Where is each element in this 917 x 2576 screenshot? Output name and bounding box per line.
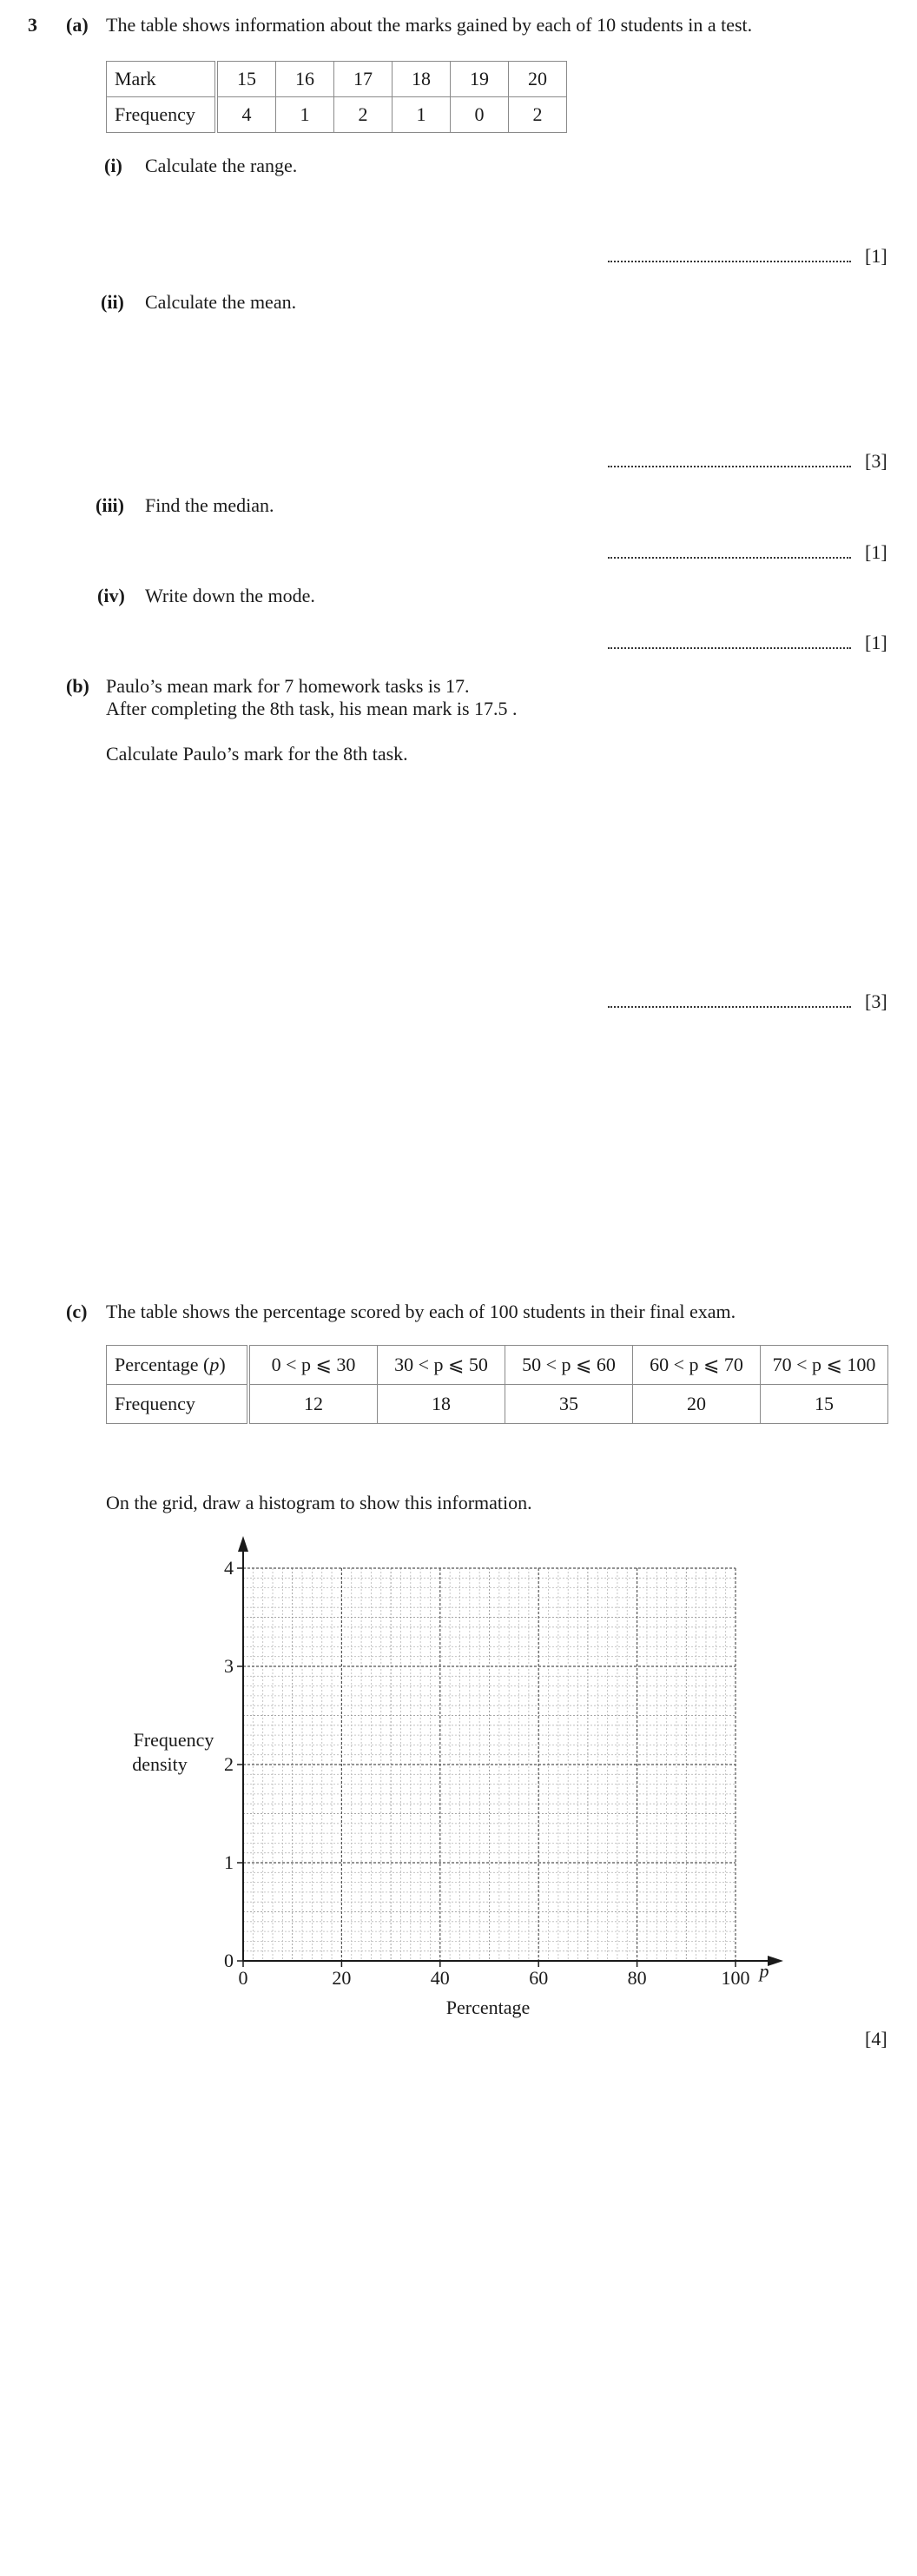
answer-line-iv[interactable]: [608, 647, 851, 649]
table-cell: 15: [216, 62, 276, 97]
x-axis-symbol: p: [759, 1960, 769, 1982]
table-cell: 30 < p ⩽ 50: [378, 1346, 505, 1385]
x-tick-label: 100: [721, 1967, 750, 1989]
part-b-line1: Paulo’s mean mark for 7 homework tasks is 17.: [106, 675, 470, 697]
y-axis-label: Frequency: [133, 1729, 214, 1751]
frequency-row: [107, 97, 567, 133]
y-tick-label: 1: [224, 1851, 234, 1873]
part-b-line2: After completing the 8th task, his mean mark is 17.5 .: [106, 698, 518, 719]
part-iii-text: Find the median.: [145, 494, 274, 516]
table-head-mark: Mark: [107, 62, 217, 97]
table-cell: 20: [509, 62, 567, 97]
part-a-label: (a): [66, 14, 89, 36]
answer-line-ii[interactable]: [608, 466, 851, 467]
table-cell: 50 < p ⩽ 60: [505, 1346, 633, 1385]
histogram-grid[interactable]: [0, 1529, 917, 2033]
table-cell: 2: [334, 97, 393, 133]
table-cell: 1: [393, 97, 451, 133]
marks-i: [1]: [865, 245, 887, 267]
table-cell: 35: [505, 1385, 633, 1424]
table-cell: 4: [216, 97, 276, 133]
table-cell: 20: [633, 1385, 761, 1424]
marks-row: [107, 62, 567, 97]
frequency-row: [107, 1385, 888, 1424]
answer-line-iii[interactable]: [608, 557, 851, 559]
part-iv-label: (iv): [97, 585, 125, 606]
percentage-row: [107, 1346, 888, 1385]
table-cell: 0 < p ⩽ 30: [248, 1346, 378, 1385]
table-cell: 18: [393, 62, 451, 97]
x-axis-label: Percentage: [445, 1997, 531, 2018]
table-cell: 70 < p ⩽ 100: [761, 1346, 888, 1385]
percentage-table: [106, 1345, 888, 1424]
marks-b: [3]: [865, 990, 887, 1012]
table-cell: 19: [451, 62, 509, 97]
part-b-label: (b): [66, 675, 89, 697]
table-cell: 0: [451, 97, 509, 133]
part-ii-text: Calculate the mean.: [145, 291, 297, 313]
y-axis-label-line2: density: [132, 1753, 188, 1775]
marks-ii: [3]: [865, 450, 887, 472]
part-c-label: (c): [66, 1301, 88, 1322]
x-tick-label: 60: [529, 1967, 549, 1989]
y-axis-arrow-icon: [238, 1536, 248, 1552]
marks-c: [4]: [865, 2028, 887, 2050]
table-head-frequency: Frequency: [107, 97, 217, 133]
part-c-intro: The table shows the percentage scored by each of 100 students in their final exam.: [106, 1301, 736, 1322]
table-cell: 17: [334, 62, 393, 97]
table-cell: 16: [276, 62, 334, 97]
part-ii-label: (ii): [101, 291, 124, 313]
x-tick-label: 20: [332, 1967, 352, 1989]
x-tick-label: 0: [238, 1967, 248, 1989]
part-iii-label: (iii): [96, 494, 124, 516]
table-cell: 12: [248, 1385, 378, 1424]
marks-table: [106, 61, 567, 133]
part-a-intro: The table shows information about the marks gained by each of 10 students in a test.: [106, 14, 753, 36]
part-c-instruction: On the grid, draw a histogram to show this information.: [106, 1492, 532, 1513]
table-cell: 15: [761, 1385, 888, 1424]
x-tick-label: 40: [430, 1967, 450, 1989]
table-cell: 60 < p ⩽ 70: [633, 1346, 761, 1385]
part-iv-text: Write down the mode.: [145, 585, 315, 606]
part-i-label: (i): [104, 155, 122, 176]
question-number: 3: [28, 14, 37, 36]
marks-iii: [1]: [865, 541, 887, 563]
part-i-text: Calculate the range.: [145, 155, 298, 176]
table-head-frequency: Frequency: [107, 1385, 249, 1424]
x-axis-arrow-icon: [768, 1956, 783, 1966]
table-cell: 18: [378, 1385, 505, 1424]
y-tick-label: 2: [224, 1753, 234, 1775]
y-tick-label: 3: [224, 1655, 234, 1677]
answer-line-b[interactable]: [608, 1006, 851, 1008]
table-head-percentage: Percentage (p): [107, 1346, 249, 1385]
marks-iv: [1]: [865, 632, 887, 653]
table-cell: 2: [509, 97, 567, 133]
table-cell: 1: [276, 97, 334, 133]
answer-line-i[interactable]: [608, 261, 851, 262]
x-tick-label: 80: [627, 1967, 647, 1989]
y-tick-label: 0: [224, 1950, 234, 1971]
part-b-line3: Calculate Paulo’s mark for the 8th task.: [106, 743, 408, 765]
y-tick-label: 4: [224, 1557, 234, 1579]
